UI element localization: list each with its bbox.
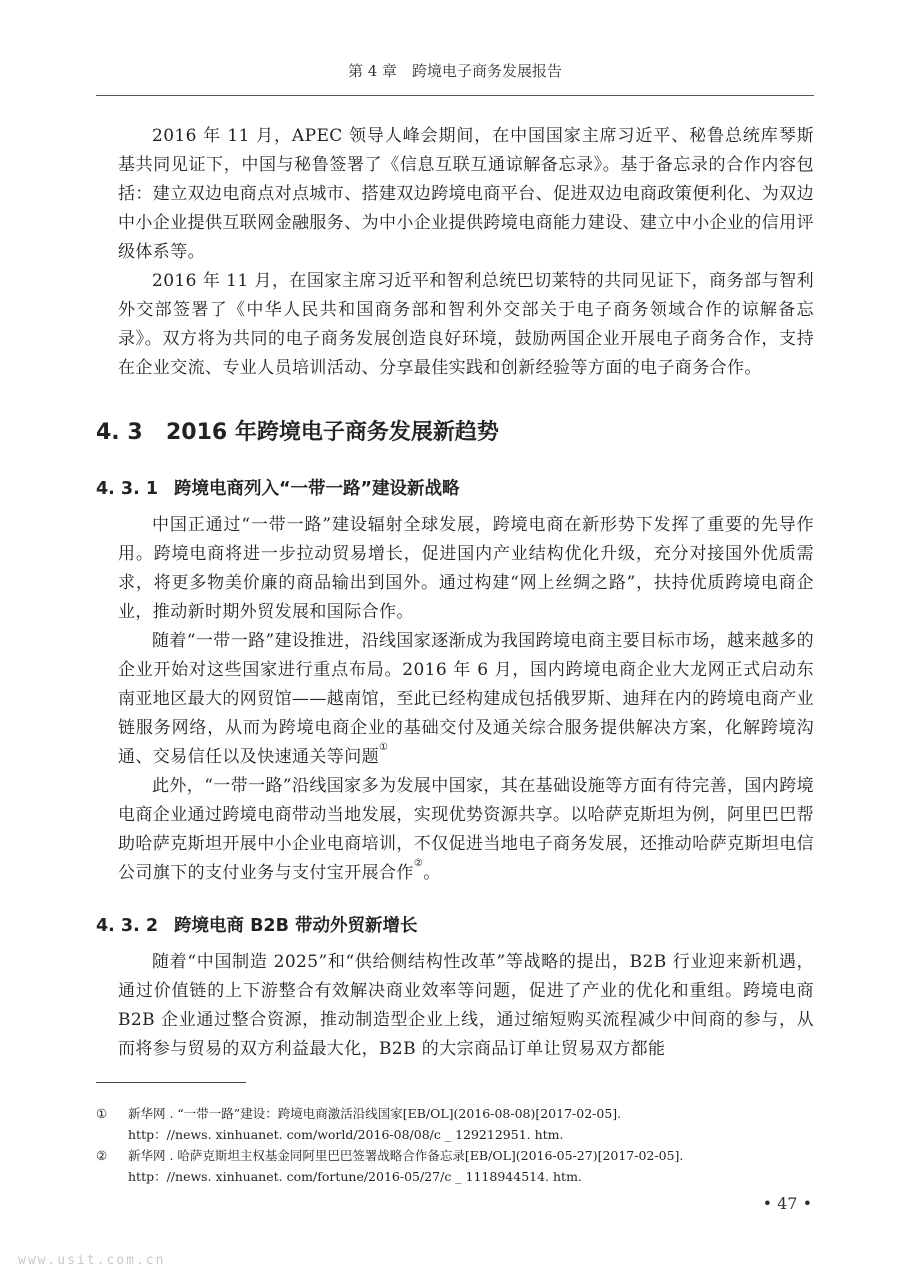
subsection-title-1: 跨境电商列入“一带一路”建设新战略 bbox=[174, 479, 460, 499]
footnote-2 bbox=[96, 1145, 814, 1187]
paragraph-belt-road-1: 中国正通过“一带一路”建设辐射全球发展，跨境电商在新形势下发挥了重要的先导作用。跨境电商将进一步拉动贸易增长，促进国内产业结构优化升级，充分对接国外优质需求，将更多物美价廉的商品输出到国外。通过构建“网上丝绸之路”，扶持优质跨境电商企业，推动新时期外贸发展和国际合作。 bbox=[118, 515, 814, 622]
footnote-text: 新华网 . 哈萨克斯坦主权基金同阿里巴巴签署战略合作备忘录[EB/OL](2016-05-27)[2017-02-05]. bbox=[128, 1148, 684, 1163]
subsection-title-2: 跨境电商 B2B 带动外贸新增长 bbox=[174, 916, 418, 936]
section-number: 4. 3 bbox=[96, 420, 143, 445]
footnote-ref-2[interactable]: ② bbox=[413, 858, 424, 869]
footnote-1 bbox=[96, 1103, 814, 1145]
footnote-ref-1[interactable]: ① bbox=[379, 742, 389, 753]
paragraph-peru-memo: 2016 年 11 月，APEC 领导人峰会期间，在中国国家主席习近平、秘鲁总统库琴斯基共同见证下，中国与秘鲁签署了《信息互联互通谅解备忘录》。基于备忘录的合作内容包括：建立双边电商点对点城市、搭建双边跨境电商平台、促进双边电商政策便利化、为双边中小企业提供互联网金融服务、为中小企业提供跨境电商能力建设、建立中小企业的信用评级体系等。 bbox=[118, 126, 814, 262]
subsection-number-2: 4. 3. 2 bbox=[96, 916, 159, 936]
running-header: 第 4 章 跨境电子商务发展报告 bbox=[347, 62, 563, 80]
footnote-rule bbox=[96, 1082, 246, 1083]
paragraph-text: 随着“一带一路”建设推进，沿线国家逐渐成为我国跨境电商主要目标市场，越来越多的企业开始对这些国家进行重点布局。2016 年 6 月，国内跨境电商企业大龙网正式启动东南亚地区最大的网贸馆——越南馆，至此已经构建成包括俄罗斯、迪拜在内的跨境电商产业链服务网络，从而为跨境电商企业的基础交付及通关综合服务提供解决方案，化解跨境沟通、交易信任以及快速通关等问题 bbox=[118, 631, 814, 767]
footnote-mark: ① bbox=[96, 1106, 108, 1121]
paragraph-belt-road-2 bbox=[118, 627, 814, 772]
paragraph-belt-road-3: 此外，“一带一路”沿线国家多为发展中国家，其在基础设施等方面有待完善，国内跨境电商企业通过跨境电商带动当地发展，实现优势资源共享。以哈萨克斯坦为例，阿里巴巴帮助哈萨克斯坦开展中小企业电商培训，不仅促进当地电子商务发展，还推动哈萨克斯坦电信公司旗下的支付业务与支付宝开展合作②。 bbox=[118, 776, 814, 883]
subsection-heading-2 bbox=[96, 912, 814, 940]
watermark: www.usit.com.cn bbox=[18, 1253, 166, 1268]
subsection-number-1: 4. 3. 1 bbox=[96, 479, 159, 499]
paragraph-text: 此外，“一带一路”沿线国家多为发展中国家，其在基础设施等方面有待完善，国内跨境电商企业通过跨境电商带动当地发展，实现优势资源共享。以哈萨克斯坦为例，阿里巴巴帮助哈萨克斯坦开展中小企业电商培训，不仅促进当地电子商务发展，还推动哈萨克斯坦电信公司旗下的支付业务与支付宝开展合作 bbox=[118, 776, 814, 883]
section-title: 2016 年跨境电子商务发展新趋势 bbox=[166, 420, 499, 445]
footnotes bbox=[96, 1082, 814, 1187]
page-body bbox=[96, 122, 814, 1064]
page-number: • 47 • bbox=[762, 1194, 812, 1213]
footnote-url[interactable]: http：//news. xinhuanet. com/fortune/2016-05/27/c _ 1118944514. htm. bbox=[128, 1169, 582, 1184]
section-heading bbox=[96, 417, 814, 449]
paragraph-b2b: 随着“中国制造 2025”和“供给侧结构性改革”等战略的提出，B2B 行业迎来新机遇，通过价值链的上下游整合有效解决商业效率等问题，促进了产业的优化和重组。跨境电商 B2B 企业通过整合资源，推动制造型企业上线，通过缩短购买流程减少中间商的参与，从而将参与贸易的双方利益最大化，B2B 的大宗商品订单让贸易双方都能 bbox=[118, 952, 814, 1059]
footnote-mark: ② bbox=[96, 1148, 108, 1163]
subsection-heading-1 bbox=[96, 475, 814, 503]
footnote-text: 新华网 . “一带一路”建设：跨境电商激活沿线国家[EB/OL](2016-08-08)[2017-02-05]. bbox=[128, 1106, 622, 1121]
header-rule bbox=[96, 95, 814, 96]
paragraph-chile-memo: 2016 年 11 月，在国家主席习近平和智利总统巴切莱特的共同见证下，商务部与智利外交部签署了《中华人民共和国商务部和智利外交部关于电子商务领域合作的谅解备忘录》。双方将为共同的电子商务发展创造良好环境，鼓励两国企业开展电子商务合作，支持在企业交流、专业人员培训活动、分享最佳实践和创新经验等方面的电子商务合作。 bbox=[118, 271, 814, 378]
footnote-url[interactable]: http：//news. xinhuanet. com/world/2016-08/08/c _ 129212951. htm. bbox=[128, 1127, 564, 1142]
